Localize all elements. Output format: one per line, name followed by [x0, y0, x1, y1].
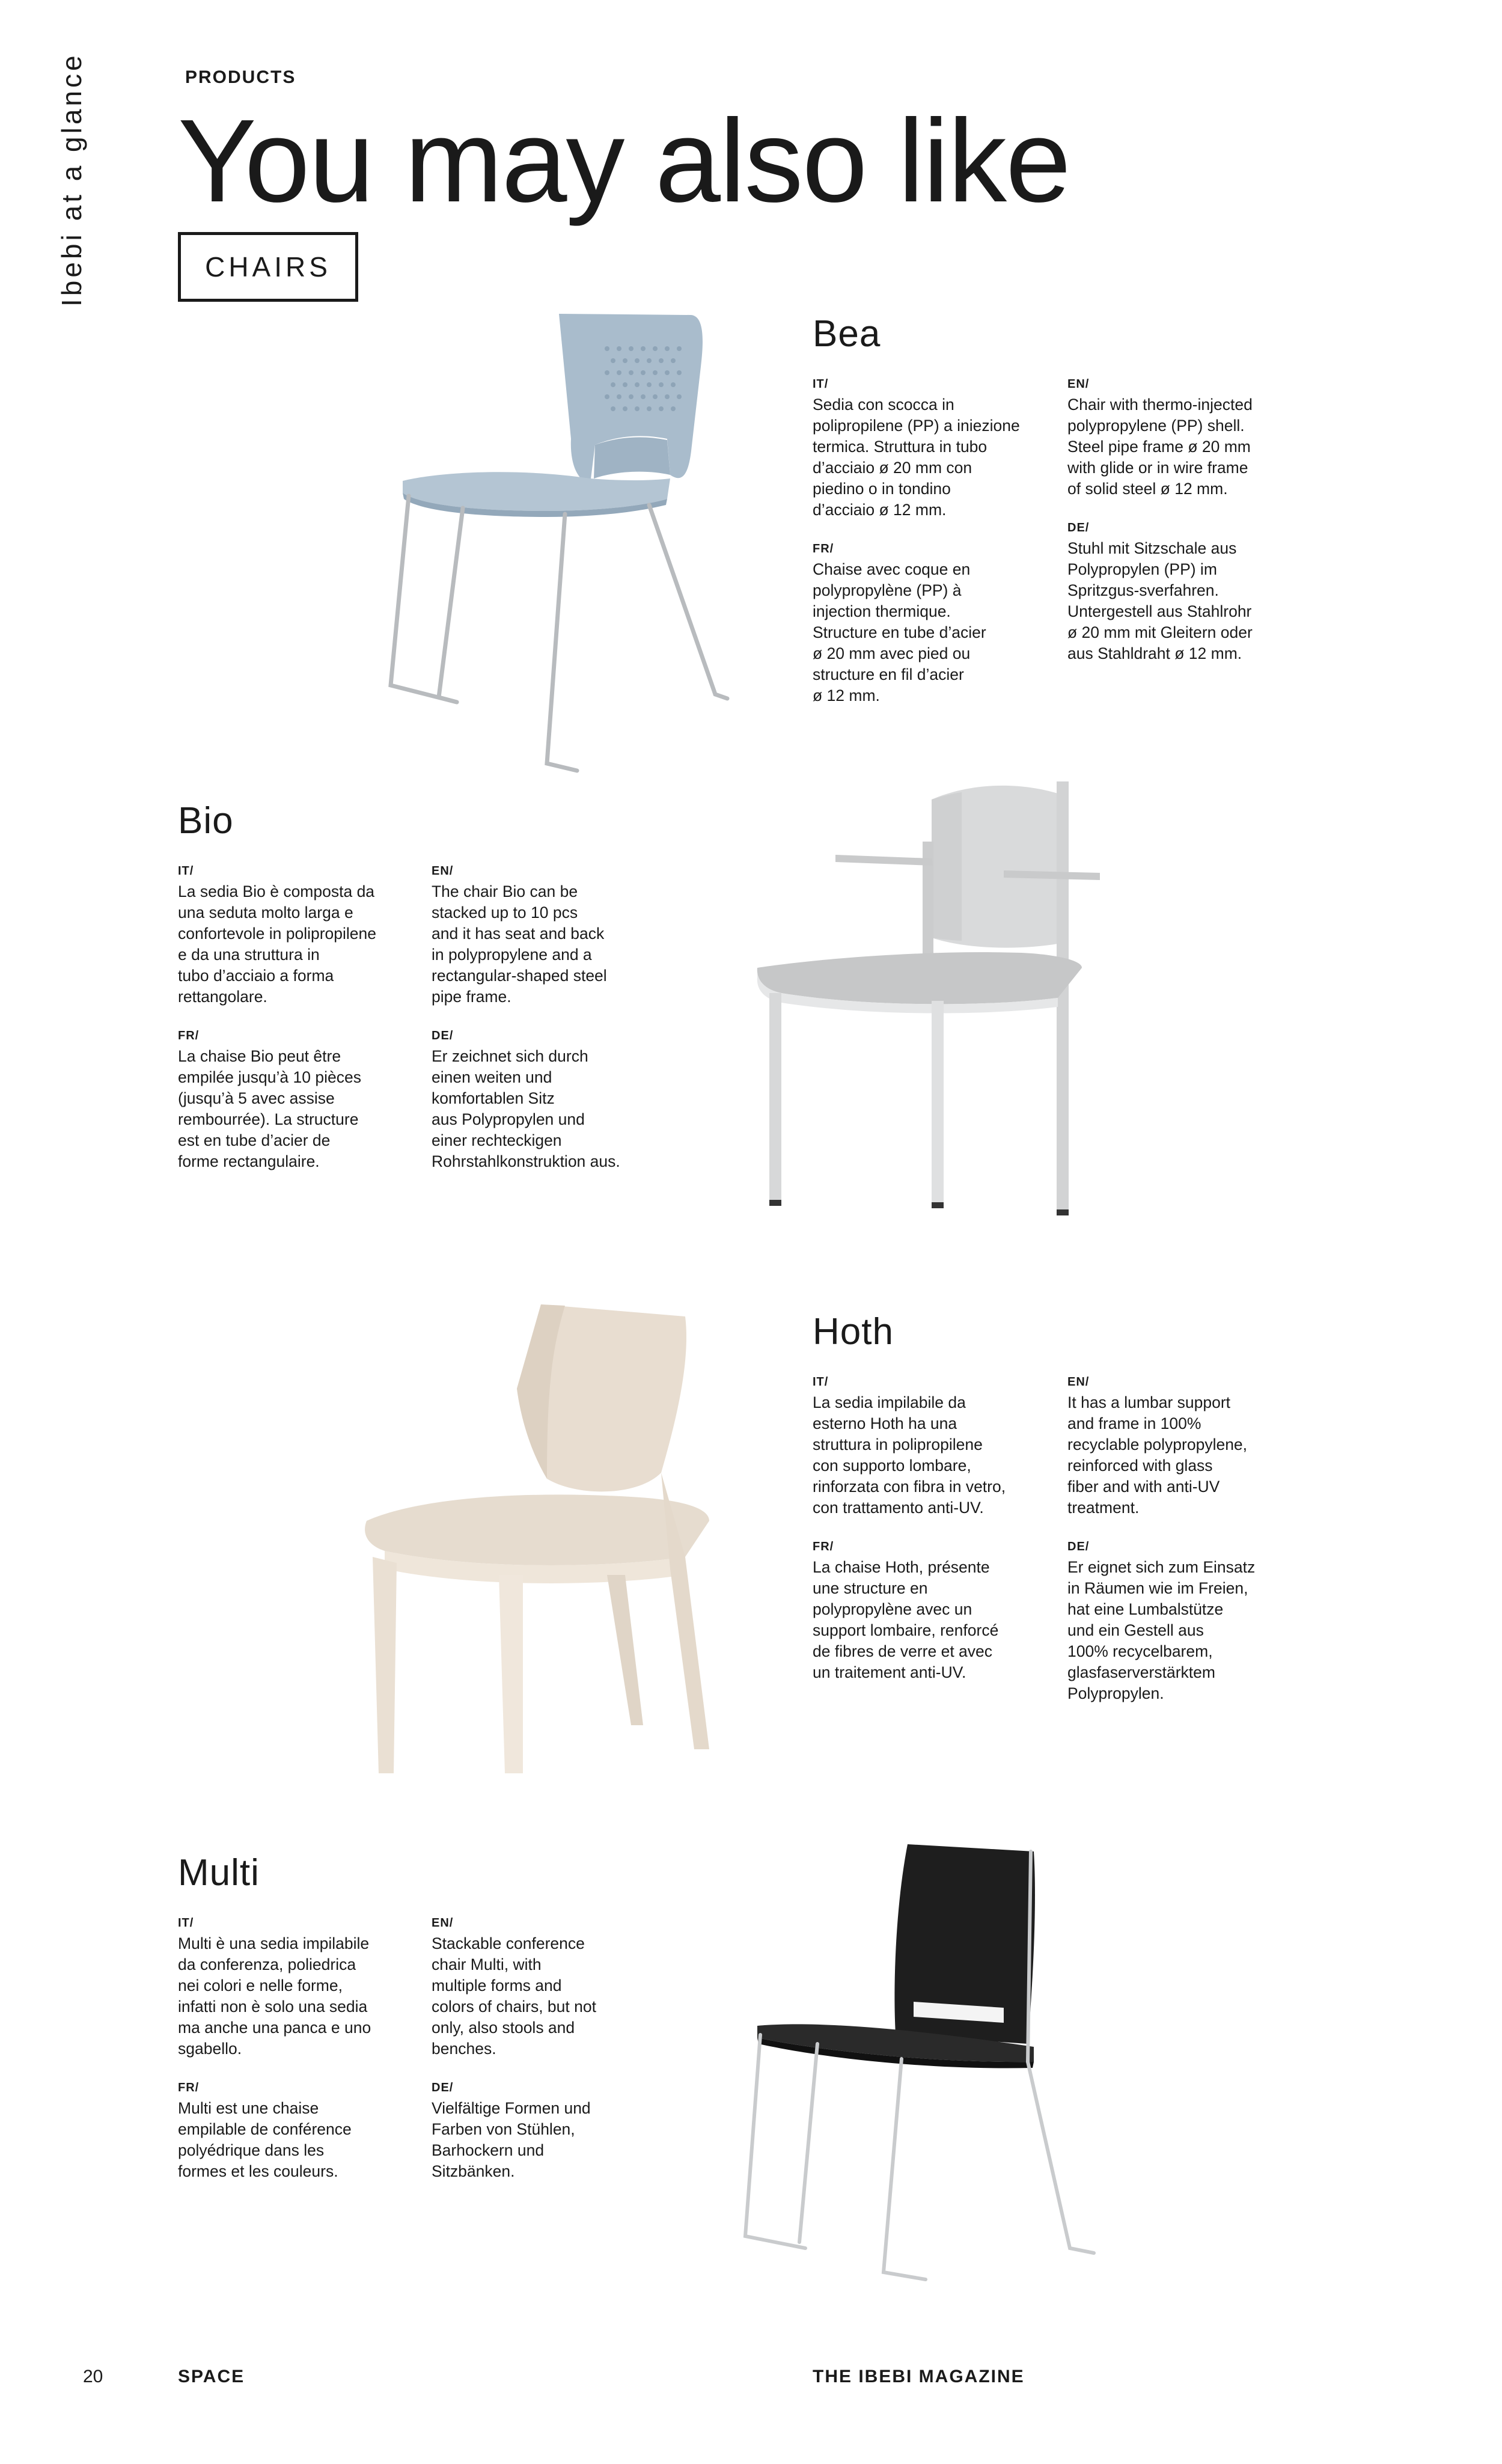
- bea-de-text: Stuhl mit Sitzschale aus Polypropylen (PP) im Spritzgus-sverfahren. Untergestell aus Stahlrohr ø 20 mm mit Gleitern oder aus Stahldraht ø 12 mm.: [1067, 539, 1253, 662]
- bea-fr-label: FR/: [813, 542, 834, 555]
- hoth-it-text: La sedia impilabile da esterno Hoth ha una struttura in polipropilene con supporto lombare, rinforzata con fibra in vetro, con trattamento anti-UV.: [813, 1393, 1006, 1517]
- bea-it-text: Sedia con scocca in polipropilene (PP) a iniezione termica. Struttura in tubo d’acciaio ø 20 mm con piedino o in tondino d’acciaio ø 12 mm.: [813, 396, 1020, 519]
- multi-chair-image: [733, 1827, 1106, 2284]
- hoth-en-text: It has a lumbar support and frame in 100% recyclable polypropylene, reinforced with glass fiber and with anti-UV treatment.: [1067, 1393, 1248, 1517]
- hoth-de-text: Er eignet sich zum Einsatz in Räumen wie im Freien, hat eine Lumbalstütze und ein Gestell aus 100% recycelbarem, glasfaserverstärktem Polypropylen.: [1067, 1558, 1256, 1702]
- product-name-multi: Multi: [178, 1852, 260, 1894]
- bio-en-text: The chair Bio can be stacked up to 10 pcs and it has seat and back in polypropylene and a rectangular-shaped steel pipe frame.: [432, 882, 607, 1006]
- bio-it-label: IT/: [178, 864, 194, 878]
- hoth-de-label: DE/: [1067, 1540, 1090, 1553]
- bio-it-text: La sedia Bio è composta da una seduta molto larga e confortevole in polipropilene e da una struttura in tubo d’acciaio a forma rettangolare.: [178, 882, 376, 1006]
- bea-col-left: [813, 375, 1059, 726]
- bea-it-label: IT/: [813, 378, 829, 391]
- bio-de-text: Er zeichnet sich durch einen weiten und komfortablen Sitz aus Polypropylen und einer rechteckigen Rohrstahlkonstruktion aus.: [432, 1047, 620, 1170]
- product-name-bea: Bea: [813, 313, 881, 355]
- multi-fr-text: Multi est une chaise empilable de conférence polyédrique dans les formes et les couleurs.: [178, 2099, 352, 2180]
- bio-de-label: DE/: [432, 1029, 454, 1042]
- hoth-fr-text: La chaise Hoth, présente une structure en polypropylène avec un support lombaire, renforcé de fibres de verre et avec un traitement anti-UV.: [813, 1558, 999, 1681]
- bea-en-label: EN/: [1067, 378, 1090, 391]
- multi-fr-label: FR/: [178, 2081, 200, 2094]
- multi-de-label: DE/: [432, 2081, 454, 2094]
- footer-magazine: THE IBEBI MAGAZINE: [813, 2367, 1025, 2386]
- multi-en-label: EN/: [432, 1916, 454, 1930]
- hoth-en-label: EN/: [1067, 1375, 1090, 1389]
- bio-en-label: EN/: [432, 864, 454, 878]
- bio-col-left: [178, 862, 424, 1191]
- bea-chair-image: [367, 301, 739, 775]
- product-name-hoth: Hoth: [813, 1311, 894, 1353]
- hoth-col-left: [813, 1373, 1059, 1702]
- category-tag: CHAIRS: [178, 232, 358, 302]
- product-name-bio: Bio: [178, 800, 234, 842]
- page-title: You may also like: [178, 95, 1070, 227]
- hoth-col-right: [1067, 1373, 1314, 1723]
- hoth-chair-image: [349, 1292, 757, 1779]
- bea-de-label: DE/: [1067, 521, 1090, 534]
- multi-de-text: Vielfältige Formen und Farben von Stühlen, Barhockern und Sitzbänken.: [432, 2099, 591, 2180]
- multi-col-right: [432, 1914, 678, 2201]
- bea-en-text: Chair with thermo-injected polypropylene (PP) shell. Steel pipe frame ø 20 mm with glide or in wire frame of solid steel ø 12 mm.: [1067, 396, 1253, 498]
- bea-col-right: [1067, 375, 1314, 683]
- section-kicker: PRODUCTS: [185, 67, 296, 87]
- multi-en-text: Stackable conference chair Multi, with multiple forms and colors of chairs, but not only, also stools and benches.: [432, 1934, 596, 2058]
- bio-chair-image: [745, 769, 1178, 1226]
- multi-col-left: [178, 1914, 424, 2201]
- footer-section: SPACE: [178, 2367, 245, 2386]
- hoth-fr-label: FR/: [813, 1540, 834, 1553]
- page-number: 20: [83, 2367, 103, 2386]
- hoth-it-label: IT/: [813, 1375, 829, 1389]
- multi-it-label: IT/: [178, 1916, 194, 1930]
- bio-col-right: [432, 862, 678, 1191]
- multi-it-text: Multi è una sedia impilabile da conferenza, poliedrica nei colori e nelle forme, infatti non è solo una sedia ma anche una panca e uno sgabello.: [178, 1934, 371, 2058]
- bio-fr-label: FR/: [178, 1029, 200, 1042]
- bio-fr-text: La chaise Bio peut être empilée jusqu’à 10 pièces (jusqu’à 5 avec assise rembourrée). La structure est en tube d’acier de forme rectangulaire.: [178, 1047, 361, 1170]
- sidebar-title: Ibebi at a glance: [56, 52, 87, 307]
- bea-fr-text: Chaise avec coque en polypropylène (PP) à injection thermique. Structure en tube d’acier ø 20 mm avec pied ou structure en fil d’acier ø 12 mm.: [813, 560, 986, 705]
